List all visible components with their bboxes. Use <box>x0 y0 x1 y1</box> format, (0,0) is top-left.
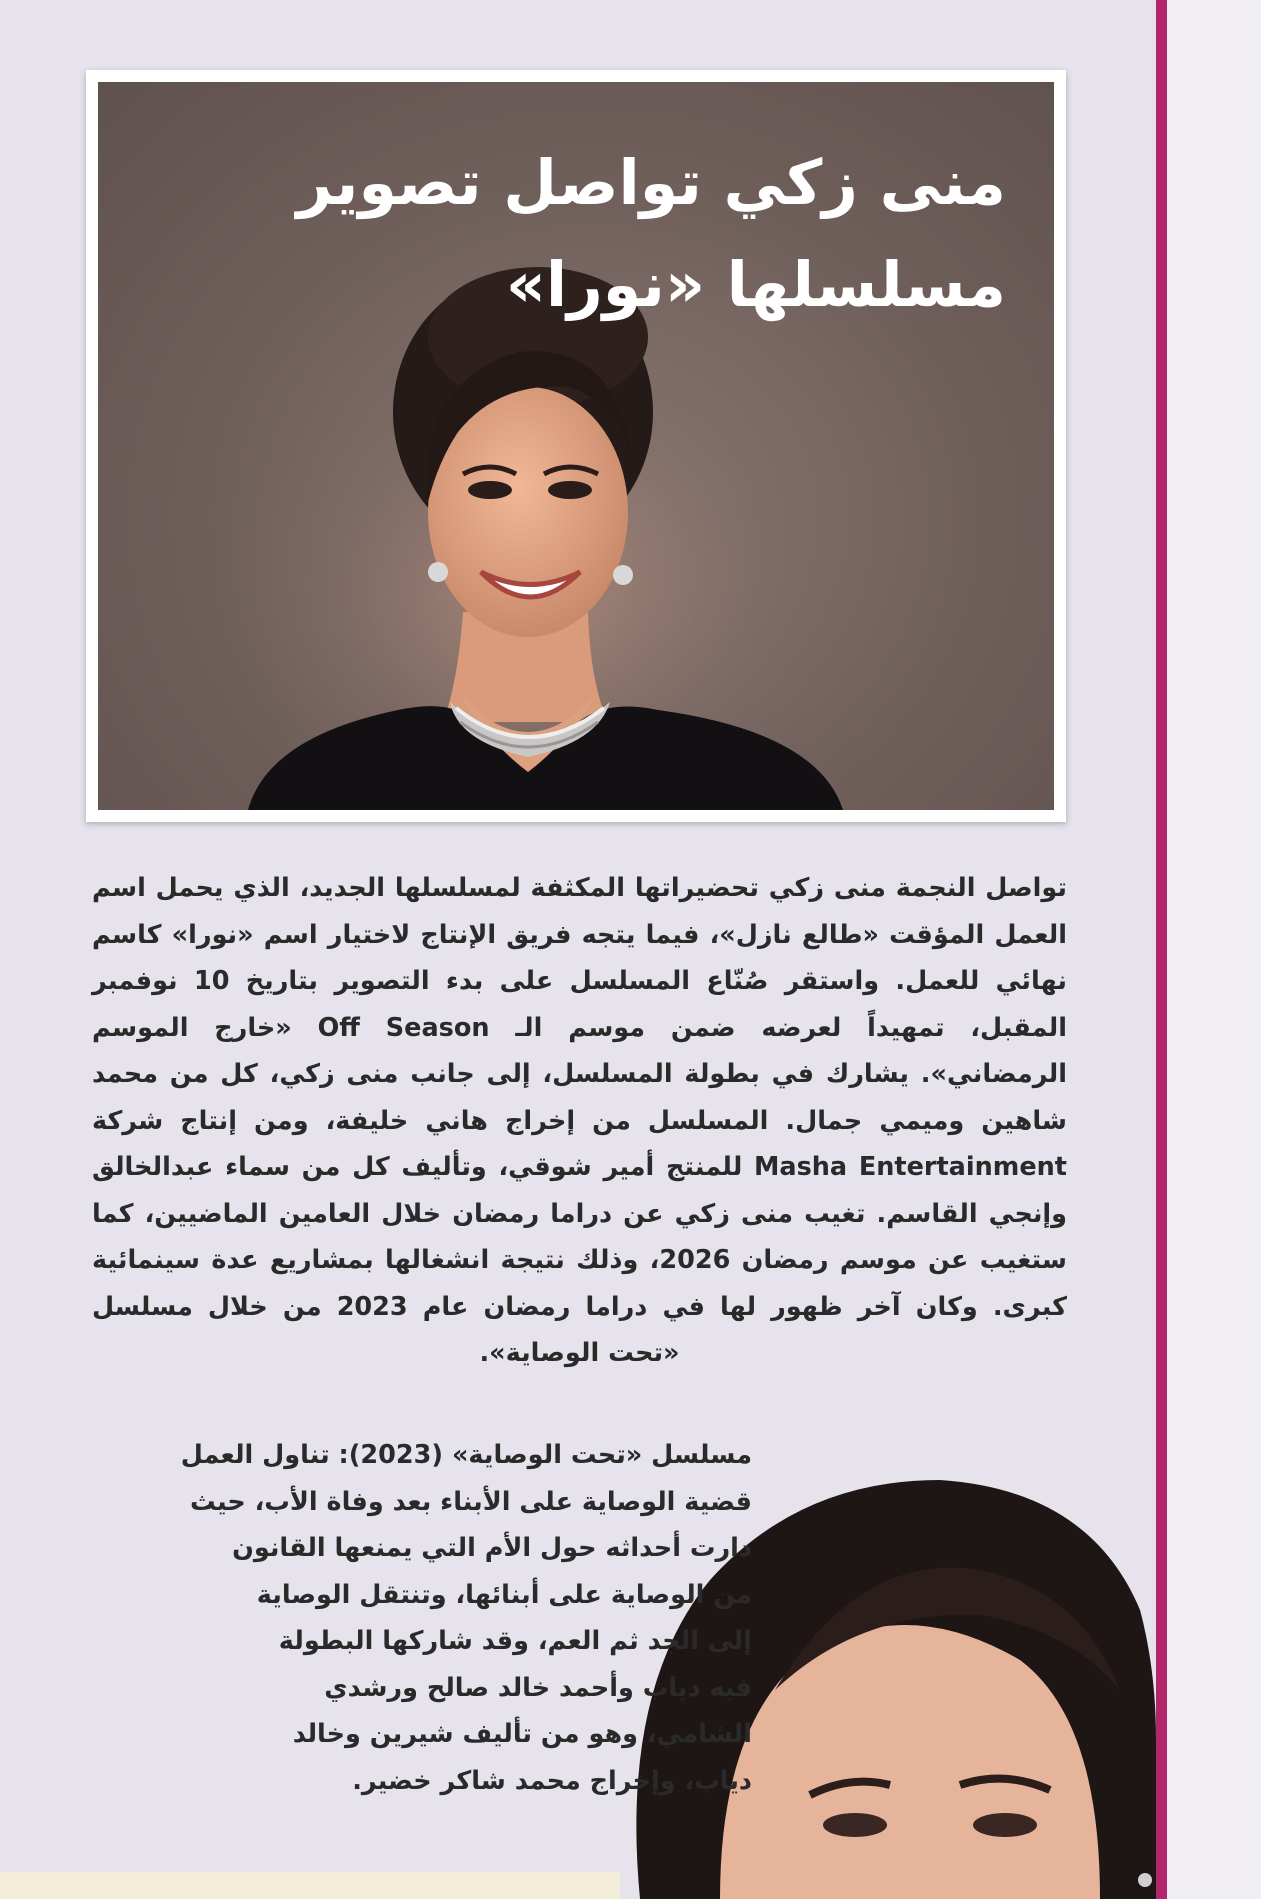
article-body: تواصل النجمة منى زكي تحضيراتها المكثفة لمسلسلها الجديد، الذي يحمل اسم العمل المؤقت «طالع نازل»، فيما يتجه فريق الإنتاج لاختيار اسم «نورا» كاسم نهائي للعمل. واستقر صُنّاع المسلسل على بدء التصوير بتاريخ 10 نوفمبر المقبل، تمهيداً لعرضه ضمن موسم الـ Off Season «خارج الموسم الرمضاني». يشارك في بطولة المسلسل، إلى جانب منى زكي، كل من محمد شاهين وميمي جمال. المسلسل من إخراج هاني خليفة، ومن إنتاج شركة Masha Entertainment للمنتج أمير شوقي، وتأليف كل من سماء عبدالخالق وإنجي القاسم. تغيب منى زكي عن دراما رمضان خلال العامين الماضيين، كما ستغيب عن موسم رمضان 2026، وذلك نتيجة انشغالها بمشاريع عدة سينمائية كبرى. وكان آخر ظهور لها في دراما رمضان عام 2023 من خلال مسلسل «تحت الوصاية». <box>92 873 1067 1368</box>
sidebar-line: فيه دياب وأحمد خالد صالح ورشدي <box>324 1672 752 1703</box>
sidebar-line: من الوصاية على أبنائها، وتنتقل الوصاية <box>256 1579 752 1610</box>
headline-line-1: منى زكي تواصل تصوير <box>296 146 1006 219</box>
sidebar-line: دارت أحداثه حول الأم التي يمنعها القانون <box>232 1533 752 1563</box>
page-margin <box>1167 0 1261 1899</box>
bottom-strip <box>0 1872 620 1899</box>
accent-rule <box>1156 0 1167 1899</box>
lead-photo-frame <box>86 70 1066 822</box>
sidebar-line: دياب، وإخراج محمد شاكر خضير. <box>352 1765 752 1796</box>
sidebar-line: إلى الجد ثم العم، وقد شاركها البطولة <box>278 1626 752 1656</box>
sidebar-text <box>92 1432 752 1804</box>
sidebar-line: قضية الوصاية على الأبناء بعد وفاة الأب، حيث <box>189 1486 752 1517</box>
sidebar-line: مسلسل «تحت الوصاية» (2023): تناول العمل <box>180 1440 752 1470</box>
lead-photo <box>98 82 1054 810</box>
headline-line-2: مسلسلها «نورا» <box>505 248 1006 321</box>
sidebar-line: الشامي، وهو من تأليف شيرين وخالد <box>292 1719 752 1749</box>
headline <box>286 132 1006 336</box>
